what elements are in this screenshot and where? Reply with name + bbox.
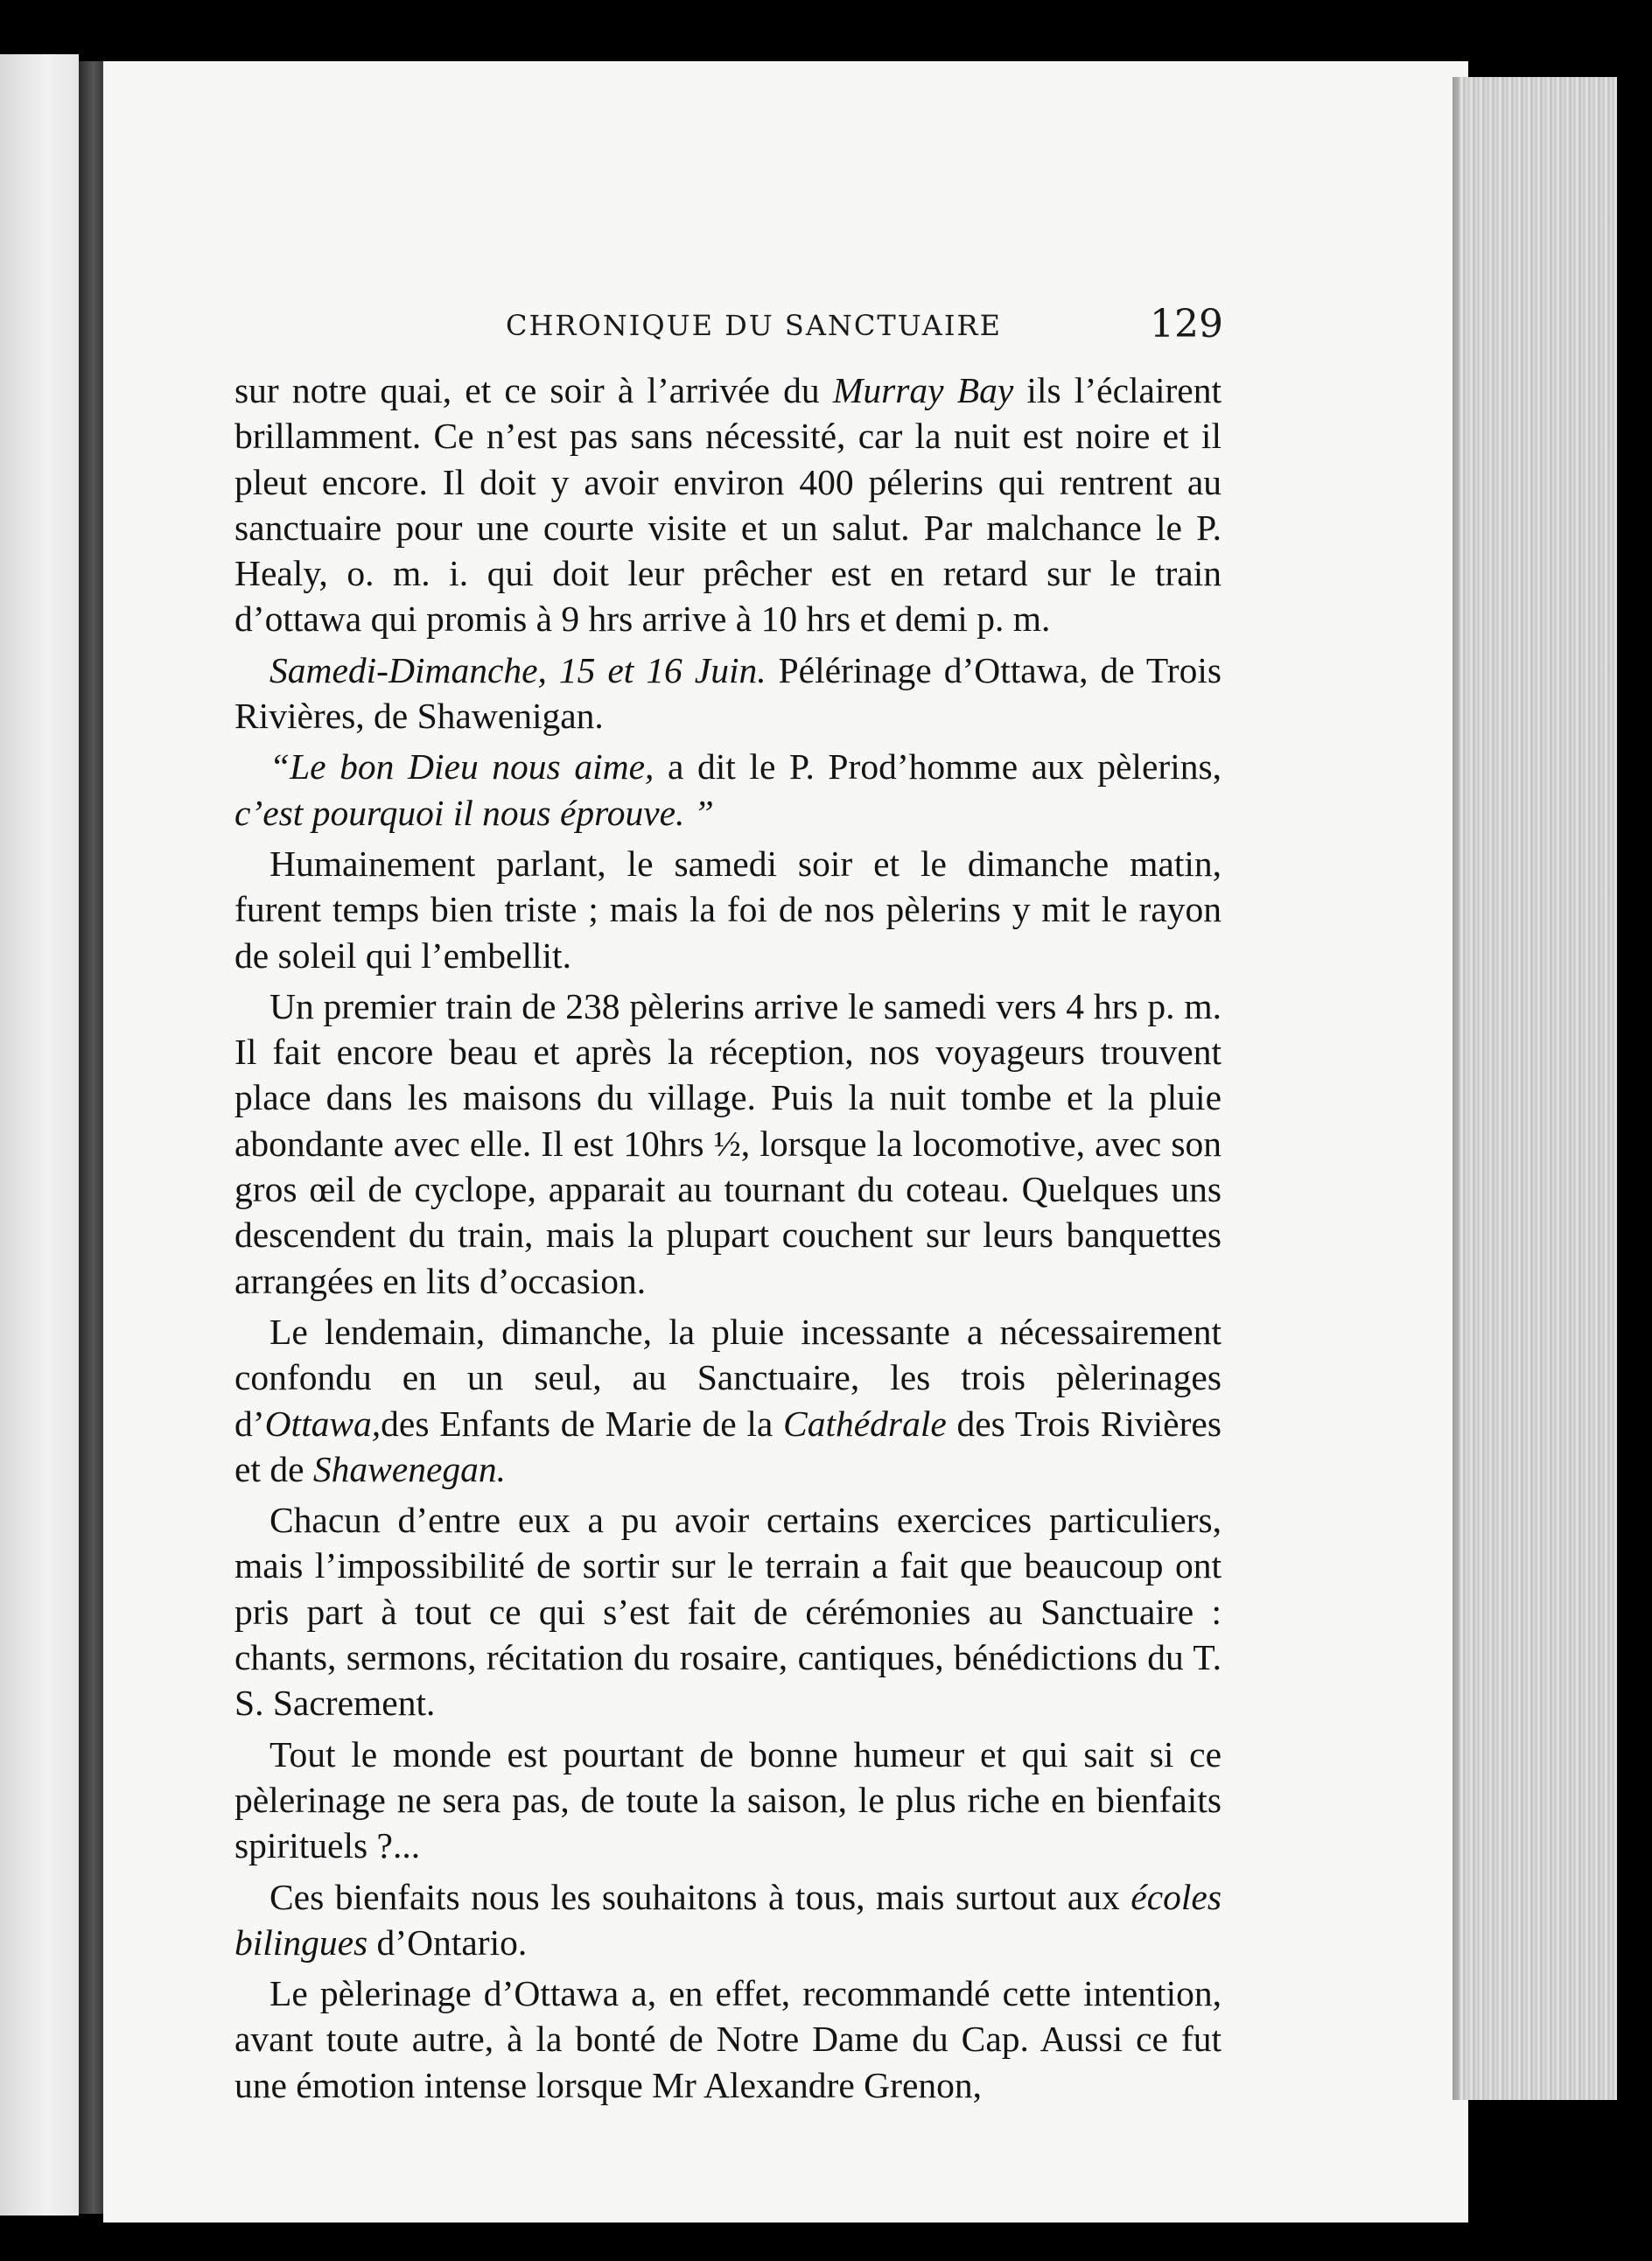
paragraph-3 bbox=[234, 744, 1222, 836]
paragraph-5: Un premier train de 238 pèlerins arrive le samedi vers 4 hrs p. m. Il fait encore beau et après la réception, nos voyageurs trouvent place dans les maisons du village. Puis la nuit tombe et la pluie abondante avec elle. Il est 10hrs ½, lorsque la locomotive, avec son gros œil de cyclope, apparait au tournant du coteau. Quelques uns descendent du train, mais la plupart couchent sur leurs banquettes arrangées en lits d’occasion. bbox=[234, 985, 1222, 1301]
quote-part-a: “Le bon Dieu nous aime, bbox=[270, 746, 654, 788]
entry-date: Samedi-Dimanche, 15 et 16 Juin. bbox=[270, 649, 766, 690]
book-gutter bbox=[79, 61, 103, 2214]
quote-part-b: c’est pourquoi il nous éprouve. ” bbox=[234, 792, 714, 833]
paragraph-9 bbox=[234, 1874, 1222, 1966]
page-number: 129 bbox=[1150, 302, 1223, 346]
ecoles-bilingues-italic: écoles bilingues bbox=[234, 1876, 1222, 1963]
book-page-edges bbox=[1460, 77, 1617, 2100]
ottawa-italic: Ottawa, bbox=[264, 1403, 382, 1444]
paragraph-9-text-a: Ces bienfaits nous les souhaitons à tous, mais surtout aux bbox=[270, 1876, 1131, 1917]
paragraph-8: Tout le monde est pourtant de bonne humeur et qui sait si ce pèlerinage ne sera pas, de toute la saison, le plus riche en bienfaits spirituels ?... bbox=[234, 1733, 1222, 1866]
paragraph-1-text-c: ils l’éclairent brillamment. Ce n’est pas sans nécessité, car la nuit est noire et il pleut encore. Il doit y avoir environ 400 pélerins qui rentrent au sanctuaire pour une courte visite et un salut. Par malchance le P. Healy, o. m. i. qui doit leur prêcher est en retard sur le train d’ottawa qui promis à 9 hrs arrive à 10 hrs et demi p. m. bbox=[234, 370, 1222, 640]
paragraph-9-text-c: d’Ontario. bbox=[368, 1922, 528, 1963]
paragraph-6-text-c: des Enfants de Marie de la bbox=[381, 1403, 784, 1444]
paragraph-6-text-e: des Trois Rivières et de bbox=[234, 1403, 1222, 1489]
paragraph-1-text-a: sur notre quai, et ce soir à l’arrivée du bbox=[234, 370, 833, 410]
paragraph-2 bbox=[234, 648, 1222, 739]
paragraph-10: Le pèlerinage d’Ottawa a, en effet, recommandé cette intention, avant toute autre, à la bonté de Notre Dame du Cap. Aussi ce fut une émotion intense lorsque Mr Alexandre Grenon, bbox=[234, 1973, 1222, 2105]
paragraph-2-text: Pélérinage d’Ottawa, de Trois Rivières, de Shawenigan. bbox=[234, 649, 1222, 737]
paragraph-7: Chacun d’entre eux a pu avoir certains exercices particuliers, mais l’impossibilité de sortir sur le terrain a fait que beaucoup ont pris part à tout ce qui s’est fait de cérémonies au Sanctuaire : chants, sermons, récitation du rosaire, cantiques, bénédictions du T. S. Sacrement. bbox=[234, 1500, 1222, 1724]
paragraph-6-text-a: Le lendemain, dimanche, la pluie incessante a nécessairement confondu en un seul, au Sanctuaire, les trois pèlerinages d’ bbox=[234, 1311, 1222, 1444]
paragraph-6 bbox=[234, 1309, 1222, 1492]
paragraph-3-text: a dit le P. Prod’homme aux pèlerins, bbox=[654, 746, 1222, 788]
running-title: CHRONIQUE DU SANCTUAIRE bbox=[506, 309, 1002, 342]
cathedrale-italic: Cathédrale bbox=[783, 1403, 947, 1444]
previous-page-edge bbox=[0, 54, 79, 2216]
paragraph-1 bbox=[234, 368, 1222, 642]
paragraph-4: Humainement parlant, le samedi soir et le dimanche matin, furent temps bien triste ; mais la foi de nos pèlerins y mit le rayon de soleil qui l’embellit. bbox=[234, 843, 1222, 976]
body-text bbox=[234, 368, 1222, 2113]
ship-name: Murray Bay bbox=[832, 370, 1014, 410]
shawenegan-italic: Shawenegan. bbox=[312, 1448, 507, 1489]
running-head bbox=[234, 302, 1223, 354]
